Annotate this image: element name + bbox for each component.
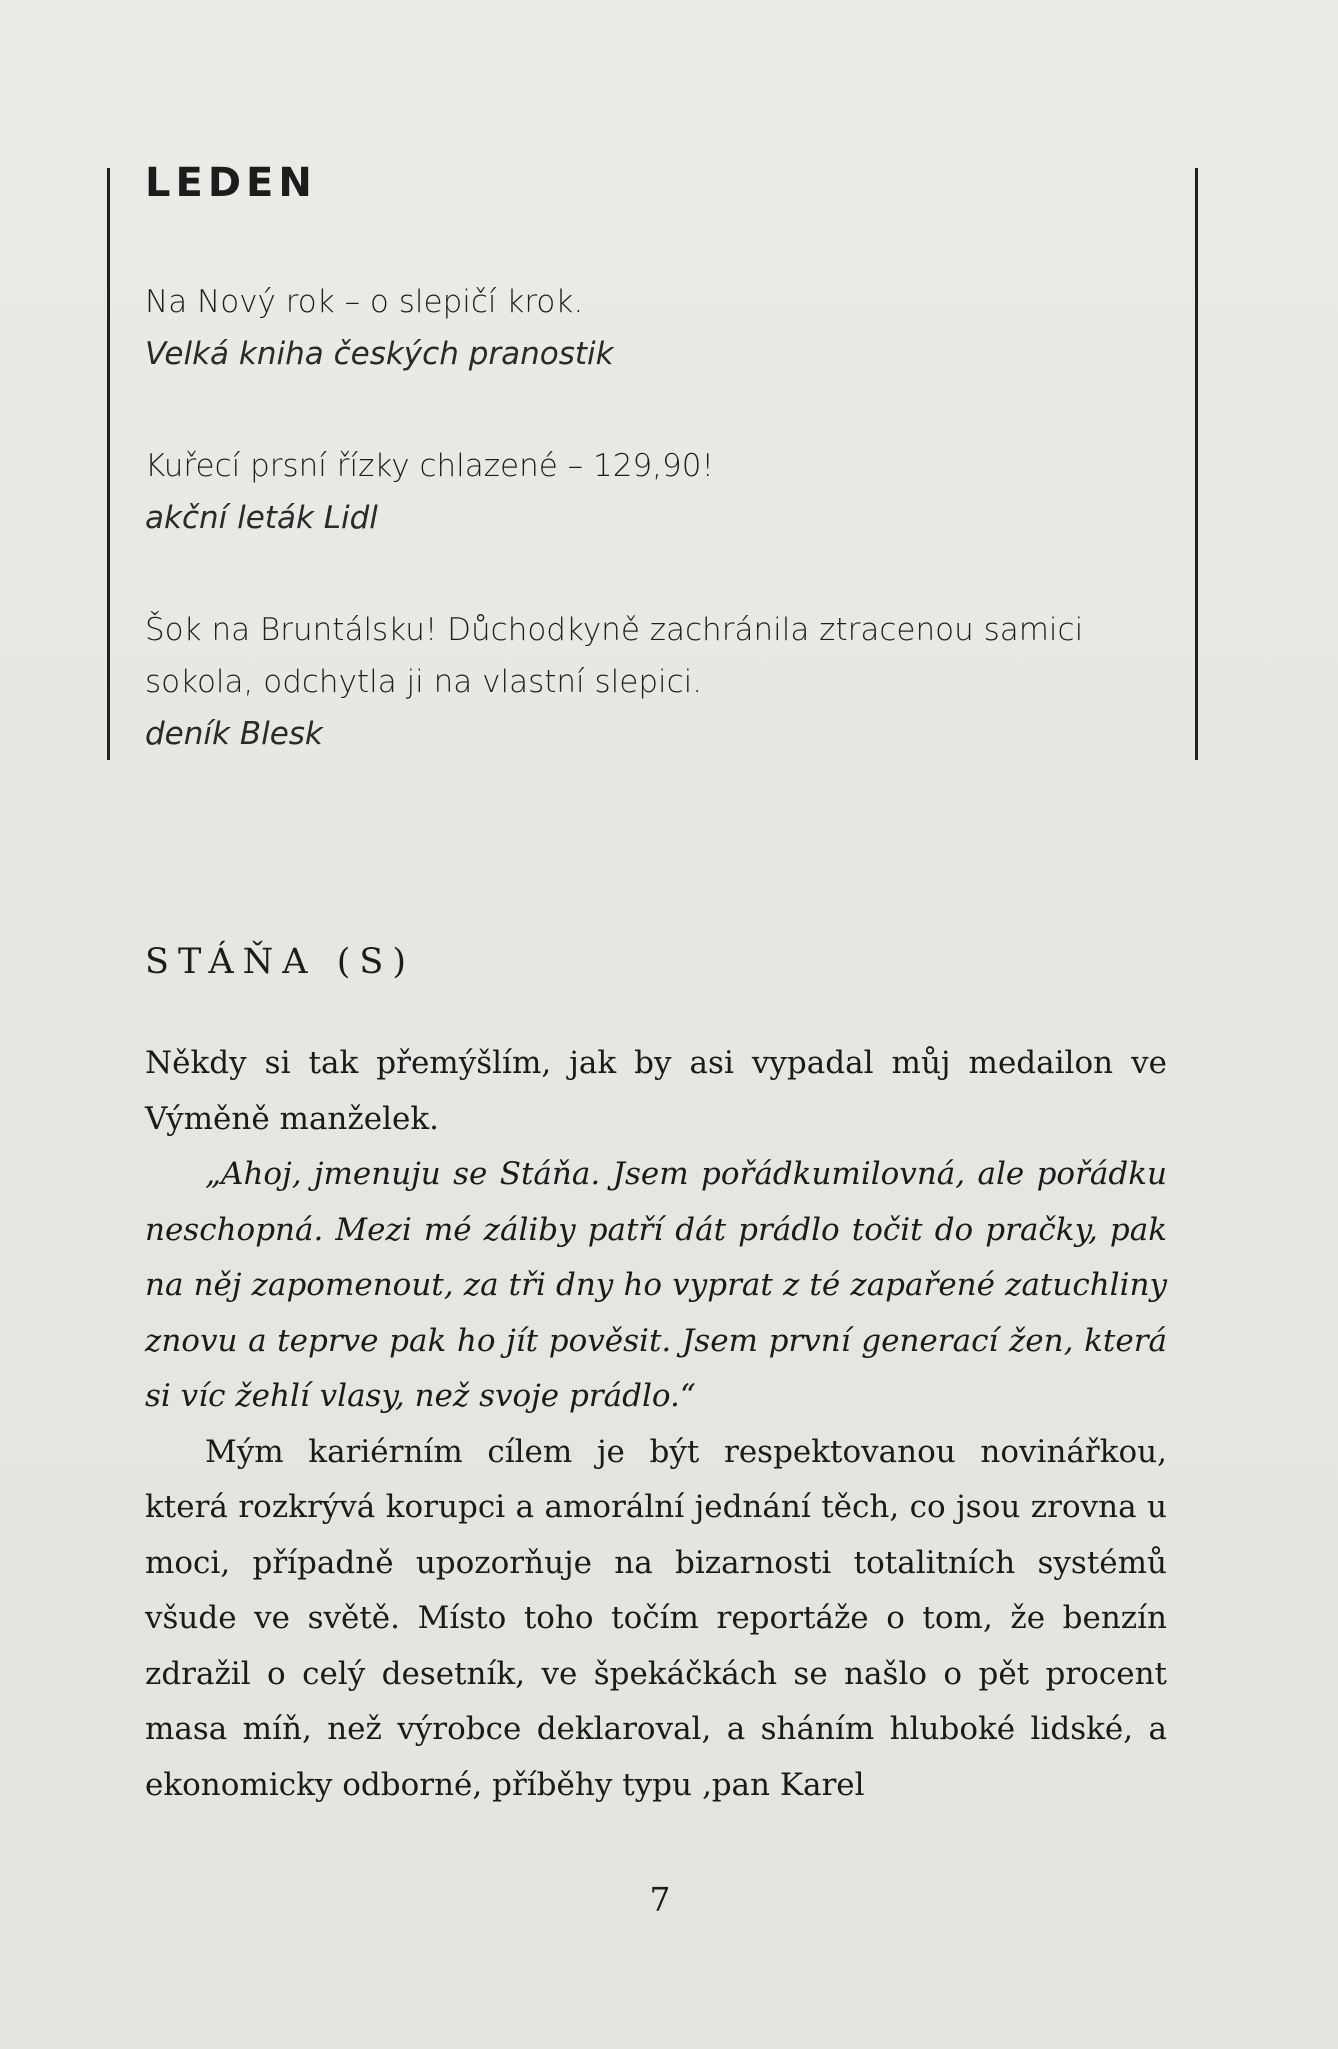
paragraph: Někdy si tak přemýšlím, jak by asi vypadal můj medailon ve Výměně manželek. — [145, 1045, 1167, 1137]
epigraph-quote — [145, 440, 1185, 544]
paragraph: Mým kariérním cílem je být respektovanou novinářkou, která rozkrývá korupci a amorální jednání těch, co jsou zrovna u moci, případně upozorňuje na bizarnosti totalitních systémů všude ve světě. Místo toho točím reportáže o tom, že benzín zdražil o celý desetník, ve špekáčkách se našlo o pět procent masa míň, než výrobce deklaroval, a sháním hluboké lidské, a ekonomicky odborné, příběhy typu ‚pan Karel — [145, 1433, 1167, 1803]
epigraph-left-rule — [107, 168, 110, 760]
page-number: 7 — [649, 1880, 671, 1919]
chapter-title: STÁŇA (S) — [145, 942, 415, 982]
epigraph-quote — [145, 276, 1185, 380]
paragraph-italic-quote: „Ahoj, jmenuju se Stáňa. Jsem pořádkumilovná, ale pořádku neschopná. Mezi mé záliby patří dát prádlo točit do pračky, pak na něj zapomenout, za tři dny ho vyprat z té zapařené zatuchliny znovu a teprve pak ho jít pověsit. Jsem první generací žen, která si víc žehlí vlasy, než svoje prádlo.“ — [145, 1156, 1167, 1414]
quote-source: deník Blesk — [145, 716, 323, 752]
chapter-body — [145, 1036, 1167, 1813]
quote-source: akční leták Lidl — [145, 500, 378, 536]
quote-text: Na Nový rok – o slepičí krok. — [145, 284, 584, 320]
epigraph-quote — [145, 604, 1185, 760]
epigraph-right-rule — [1195, 168, 1198, 760]
quote-source: Velká kniha českých pranostik — [145, 336, 614, 372]
month-heading: LEDEN — [145, 160, 317, 206]
quote-text: Šok na Bruntálsku! Důchodkyně zachránila ztracenou samici sokola, odchytla ji na vlastní slepici. — [145, 612, 1084, 700]
quote-text: Kuřecí prsní řízky chlazené – 129,90! — [145, 448, 714, 484]
